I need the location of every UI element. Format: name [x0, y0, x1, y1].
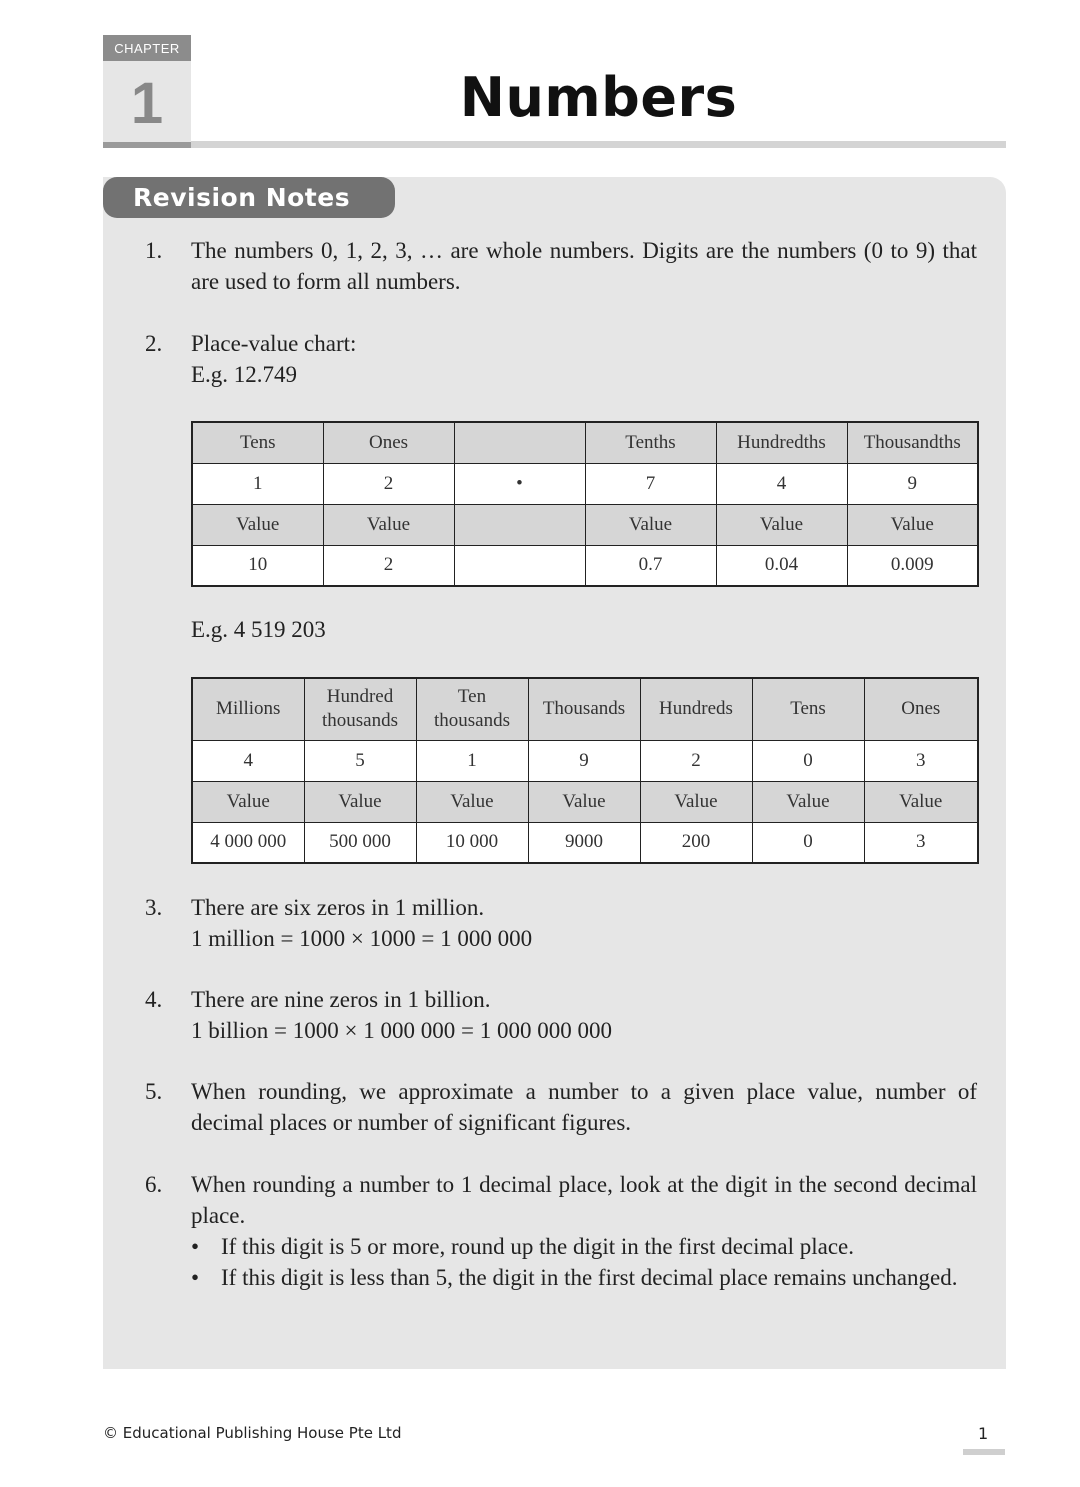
- digit-cell: 7: [585, 463, 716, 504]
- digit-cell: 1: [192, 463, 323, 504]
- digit-cell: 4: [716, 463, 847, 504]
- example-label: E.g. 12.749: [191, 362, 298, 387]
- note-text: There are six zeros in 1 million.: [191, 895, 485, 920]
- chapter-label: CHAPTER: [103, 35, 191, 61]
- note-number: 3.: [145, 895, 163, 920]
- digit-cell: 3: [864, 740, 978, 781]
- revision-notes-tab: Revision Notes: [103, 177, 395, 218]
- value-cell: 4 000 000: [192, 822, 304, 863]
- note-number: 2.: [145, 331, 163, 356]
- note-4: [145, 984, 977, 1046]
- value-cell: [454, 545, 585, 586]
- header-cell: Hundreds: [640, 678, 752, 740]
- copyright-footer: © Educational Publishing House Pte Ltd: [103, 1424, 402, 1442]
- value-label-cell: Value: [304, 781, 416, 822]
- value-label-cell: Value: [864, 781, 978, 822]
- decimal-point-cell: •: [454, 463, 585, 504]
- digit-cell: 2: [640, 740, 752, 781]
- value-label-cell: Value: [192, 781, 304, 822]
- value-cell: 2: [323, 545, 454, 586]
- value-label-cell: Value: [192, 504, 323, 545]
- value-cell: 0.7: [585, 545, 716, 586]
- value-label-cell: [454, 504, 585, 545]
- note-text: When rounding a number to 1 decimal place, look at the digit in the second decimal place.: [191, 1172, 977, 1228]
- place-value-table-decimal: [191, 421, 979, 587]
- note-formula: 1 billion = 1000 × 1 000 000 = 1 000 000 000: [191, 1018, 612, 1043]
- digit-cell: 5: [304, 740, 416, 781]
- title-rule: [191, 141, 1006, 148]
- note-text: There are nine zeros in 1 billion.: [191, 987, 491, 1012]
- bullet-text: If this digit is less than 5, the digit in the first decimal place remains unchanged.: [221, 1265, 958, 1290]
- page-title: Numbers: [459, 66, 738, 129]
- value-cell: 500 000: [304, 822, 416, 863]
- value-cell: 3: [864, 822, 978, 863]
- digit-cell: 2: [323, 463, 454, 504]
- digit-cell: 4: [192, 740, 304, 781]
- value-cell: 200: [640, 822, 752, 863]
- header-cell: Hundredths: [716, 422, 847, 463]
- value-cell: 0.009: [847, 545, 978, 586]
- bullet-text: If this digit is 5 or more, round up the digit in the first decimal place.: [221, 1234, 855, 1259]
- note-formula: 1 million = 1000 × 1000 = 1 000 000: [191, 926, 533, 951]
- value-label-cell: Value: [323, 504, 454, 545]
- value-label-cell: Value: [640, 781, 752, 822]
- note-text: When rounding, we approximate a number to a given place value, number of decimal places or number of significant figures.: [191, 1079, 977, 1135]
- bullet-icon: •: [191, 1234, 200, 1259]
- note-number: 1.: [145, 238, 163, 263]
- note-5: [145, 1076, 977, 1138]
- note-6: [145, 1169, 977, 1293]
- value-label-cell: Value: [528, 781, 640, 822]
- header-cell: Tens: [752, 678, 864, 740]
- value-label-cell: Value: [416, 781, 528, 822]
- header-cell: Millions: [192, 678, 304, 740]
- bullet-item: [191, 1262, 977, 1293]
- header-cell: Tens: [192, 422, 323, 463]
- bullet-icon: •: [191, 1265, 200, 1290]
- note-3: [145, 892, 977, 954]
- value-cell: 10: [192, 545, 323, 586]
- value-cell: 0: [752, 822, 864, 863]
- digit-cell: 9: [528, 740, 640, 781]
- header-cell: Ones: [864, 678, 978, 740]
- value-cell: 9000: [528, 822, 640, 863]
- value-label-cell: Value: [585, 504, 716, 545]
- note-number: 5.: [145, 1079, 163, 1104]
- place-value-table-millions: [191, 677, 979, 864]
- header-cell: [454, 422, 585, 463]
- value-cell: 0.04: [716, 545, 847, 586]
- value-cell: 10 000: [416, 822, 528, 863]
- header-cell: Thousandths: [847, 422, 978, 463]
- header-cell: Ten thousands: [416, 678, 528, 740]
- value-label-cell: Value: [716, 504, 847, 545]
- page-number-bar: [963, 1449, 1005, 1455]
- note-1: [145, 235, 977, 297]
- value-label-cell: Value: [847, 504, 978, 545]
- page-number: 1: [978, 1424, 989, 1443]
- note-number: 4.: [145, 987, 163, 1012]
- chapter-underline: [103, 142, 191, 148]
- digit-cell: 9: [847, 463, 978, 504]
- note-number: 6.: [145, 1172, 163, 1197]
- value-label-cell: Value: [752, 781, 864, 822]
- bullet-item: [191, 1231, 977, 1262]
- chapter-number: 1: [130, 71, 164, 136]
- header-cell: Tenths: [585, 422, 716, 463]
- note-2: [145, 328, 977, 390]
- header-cell: Hundred thousands: [304, 678, 416, 740]
- header-cell: Ones: [323, 422, 454, 463]
- example-label: E.g. 4 519 203: [191, 617, 326, 642]
- digit-cell: 1: [416, 740, 528, 781]
- digit-cell: 0: [752, 740, 864, 781]
- header-cell: Thousands: [528, 678, 640, 740]
- chapter-box: [103, 35, 191, 148]
- note-text: The numbers 0, 1, 2, 3, … are whole numbers. Digits are the numbers (0 to 9) that are used to form all numbers.: [191, 238, 977, 294]
- note-text: Place-value chart:: [191, 331, 357, 356]
